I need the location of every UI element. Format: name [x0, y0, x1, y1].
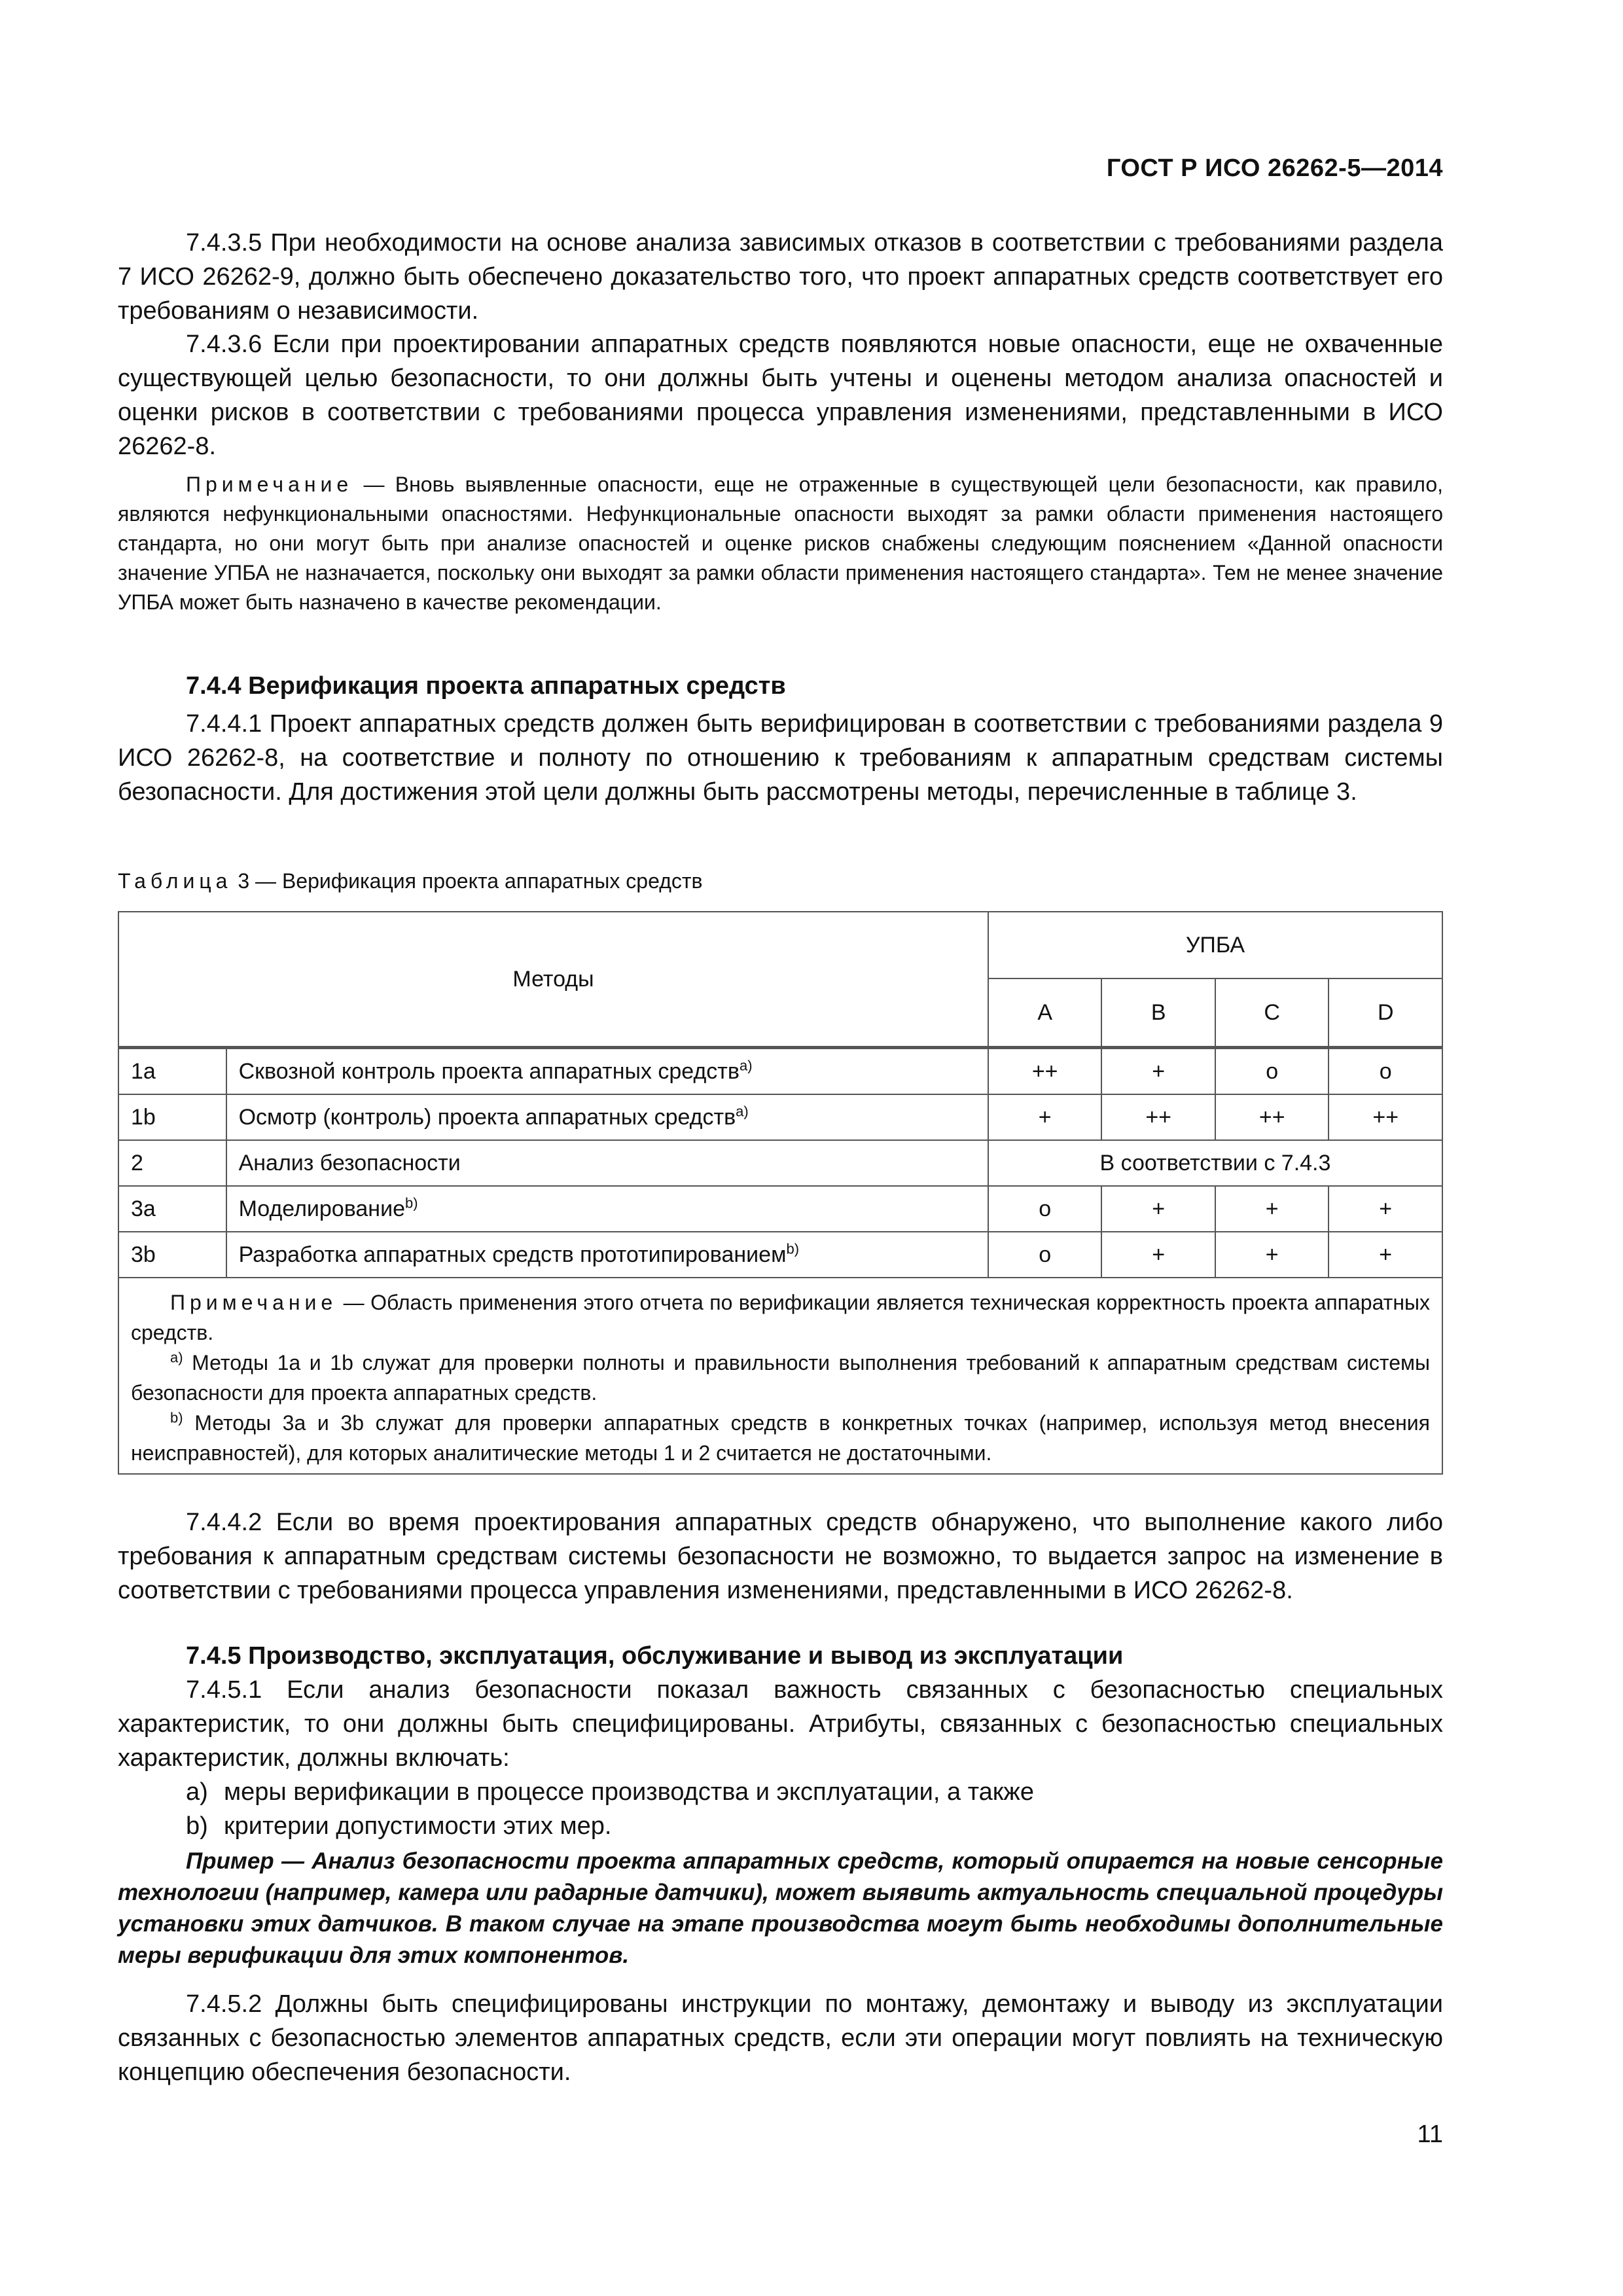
- table-row: [118, 1048, 1442, 1095]
- section-745-title: 7.4.5 Производство, эксплуатация, обслуживание и вывод из эксплуатации: [186, 1642, 1124, 1670]
- value-c: o: [1215, 1048, 1329, 1095]
- paragraph-7452: 7.4.5.2 Должны быть специфицированы инструкции по монтажу, демонтажу и выводу из эксплуатации связанных с безопасностью элементов аппаратных средств, если эти операции могут повлиять на техническую концепцию обеспечения безопасности.: [118, 1990, 1443, 2086]
- method-id: 3a: [118, 1186, 226, 1232]
- section-745: [118, 1639, 1443, 1673]
- list-item: b) критерии допустимости этих мер.: [186, 1812, 612, 1840]
- value-c: +: [1215, 1186, 1329, 1232]
- method-id: 2: [118, 1140, 226, 1186]
- clause-7441: [118, 707, 1443, 809]
- methods-header: Методы: [118, 912, 988, 1048]
- method-id: 1b: [118, 1094, 226, 1140]
- value-b: +: [1101, 1232, 1215, 1278]
- merged-value: В соответствии с 7.4.3: [988, 1140, 1442, 1186]
- note-1: [118, 470, 1443, 617]
- paragraph-7435: 7.4.3.5 При необходимости на основе анализа зависимых отказов в соответствии с требованиями раздела 7 ИСО 26262-9, должно быть обеспечено доказательство того, что проект аппаратных средств соответствует его требованиям о независимости.: [118, 229, 1443, 325]
- level-c-header: C: [1215, 978, 1329, 1048]
- clause-7435: [118, 226, 1443, 328]
- table-caption-label: Таблица: [118, 869, 232, 893]
- table-3: [118, 911, 1443, 1475]
- paragraph-7441: 7.4.4.1 Проект аппаратных средств должен быть верифицирован в соответствии с требованиями раздела 9 ИСО 26262-8, на соответствие и полноту по отношению к требованиям к аппаратным средствам системы безопасности. Для достижения этой цели должны быть рассмотрены методы, перечисленные в таблице 3.: [118, 710, 1443, 806]
- level-b-header: B: [1101, 978, 1215, 1048]
- value-a: o: [988, 1186, 1102, 1232]
- paragraph-7451: 7.4.5.1 Если анализ безопасности показал важность связанных с безопасностью специальных характеристик, то они должны быть специфицированы. Атрибуты, связанных с безопасностью специальных характеристик, должны включать:: [118, 1676, 1443, 1772]
- footnote-b: $^{b)}$ Методы 3a и 3b служат для проверки аппаратных средств в конкретных точках (например, используя метод внесения неисправностей), для которых аналитические методы 1 и 2 считается не достаточными.: [131, 1409, 1430, 1465]
- list-item: a) меры верификации в процессе производства и эксплуатации, а также: [186, 1778, 1034, 1806]
- footnote-a: $^{a)}$ Методы 1a и 1b служат для проверки полноты и правильности выполнения требований к аппаратным средствам системы безопасности для проекта аппаратных средств.: [131, 1349, 1430, 1405]
- section-744-title: 7.4.4 Верификация проекта аппаратных средств: [186, 672, 786, 700]
- upba-header: УПБА: [988, 912, 1442, 978]
- value-d: +: [1329, 1186, 1442, 1232]
- table-row: [118, 1140, 1442, 1186]
- table-caption-text: 3 — Верификация проекта аппаратных средств: [232, 869, 703, 893]
- method-name: Разработка аппаратных средств прототипированием$^{b)}$: [226, 1232, 988, 1278]
- value-a: o: [988, 1232, 1102, 1278]
- method-name: Осмотр (контроль) проекта аппаратных средств$^{a)}$: [226, 1094, 988, 1140]
- clause-7452: [118, 1987, 1443, 2089]
- clause-7451: [118, 1673, 1443, 1843]
- value-d: o: [1329, 1048, 1442, 1095]
- value-c: +: [1215, 1232, 1329, 1278]
- page-number: 11: [1417, 2121, 1443, 2148]
- method-name: Моделирование$^{b)}$: [226, 1186, 988, 1232]
- note-1-label: Примечание: [186, 473, 353, 496]
- level-d-header: D: [1329, 978, 1442, 1048]
- standard-header: ГОСТ Р ИСО 26262-5—2014: [1106, 154, 1443, 182]
- clause-7442: [118, 1505, 1443, 1607]
- method-id: 1a: [118, 1048, 226, 1095]
- example: [118, 1846, 1443, 1971]
- paragraph-7436: 7.4.3.6 Если при проектировании аппаратных средств появляются новые опасности, еще не охваченные существующей целью безопасности, то они должны быть учтены и оценены методом анализа опасностей и оценки рисков в соответствии с требованиями процесса управления изменениями, представленными в ИСО 26262-8.: [118, 331, 1443, 460]
- method-name: Сквозной контроль проекта аппаратных средств$^{a)}$: [226, 1048, 988, 1095]
- table-row: [118, 1094, 1442, 1140]
- value-b: +: [1101, 1186, 1215, 1232]
- table-notes: [118, 1278, 1442, 1474]
- value-a: +: [988, 1094, 1102, 1140]
- clause-7436: [118, 327, 1443, 463]
- value-b: ++: [1101, 1094, 1215, 1140]
- table-row: [118, 1186, 1442, 1232]
- value-b: +: [1101, 1048, 1215, 1095]
- paragraph-7442: 7.4.4.2 Если во время проектирования аппаратных средств обнаружено, что выполнение какого либо требования к аппаратным средствам системы безопасности не возможно, то выдается запрос на изменение в соответствии с требованиями процесса управления изменениями, представленными в ИСО 26262-8.: [118, 1509, 1443, 1604]
- table-note: Примечание — Область применения этого отчета по верификации является техническая корректность проекта аппаратных средств.: [131, 1291, 1430, 1344]
- table-row: [118, 1232, 1442, 1278]
- value-c: ++: [1215, 1094, 1329, 1140]
- level-a-header: A: [988, 978, 1102, 1048]
- table-3-caption: [118, 869, 1443, 893]
- value-d: +: [1329, 1232, 1442, 1278]
- value-d: ++: [1329, 1094, 1442, 1140]
- note-1-text: — Вновь выявленные опасности, еще не отраженные в существующей цели безопасности, как правило, являются нефункциональными опасностями. Нефункциональные опасности выходят за рамки области применения настоящего стандарта, но они могут быть при анализе опасностей и оценке рисков снабжены следующим пояснением «Данной опасности значение УПБА не назначается, поскольку они выходят за рамки области применения настоящего стандарта». Тем не менее значение УПБА может быть назначено в качестве рекомендации.: [118, 473, 1443, 614]
- section-744: [118, 669, 1443, 703]
- method-name: Анализ безопасности: [226, 1140, 988, 1186]
- example-text: Пример — Анализ безопасности проекта аппаратных средств, который опирается на новые сенсорные технологии (например, камера или радарные датчики), может выявить актуальность специальной процедуры установки этих датчиков. В таком случае на этапе производства могут быть необходимы дополнительные меры верификации для этих компонентов.: [118, 1848, 1443, 1968]
- value-a: ++: [988, 1048, 1102, 1095]
- method-id: 3b: [118, 1232, 226, 1278]
